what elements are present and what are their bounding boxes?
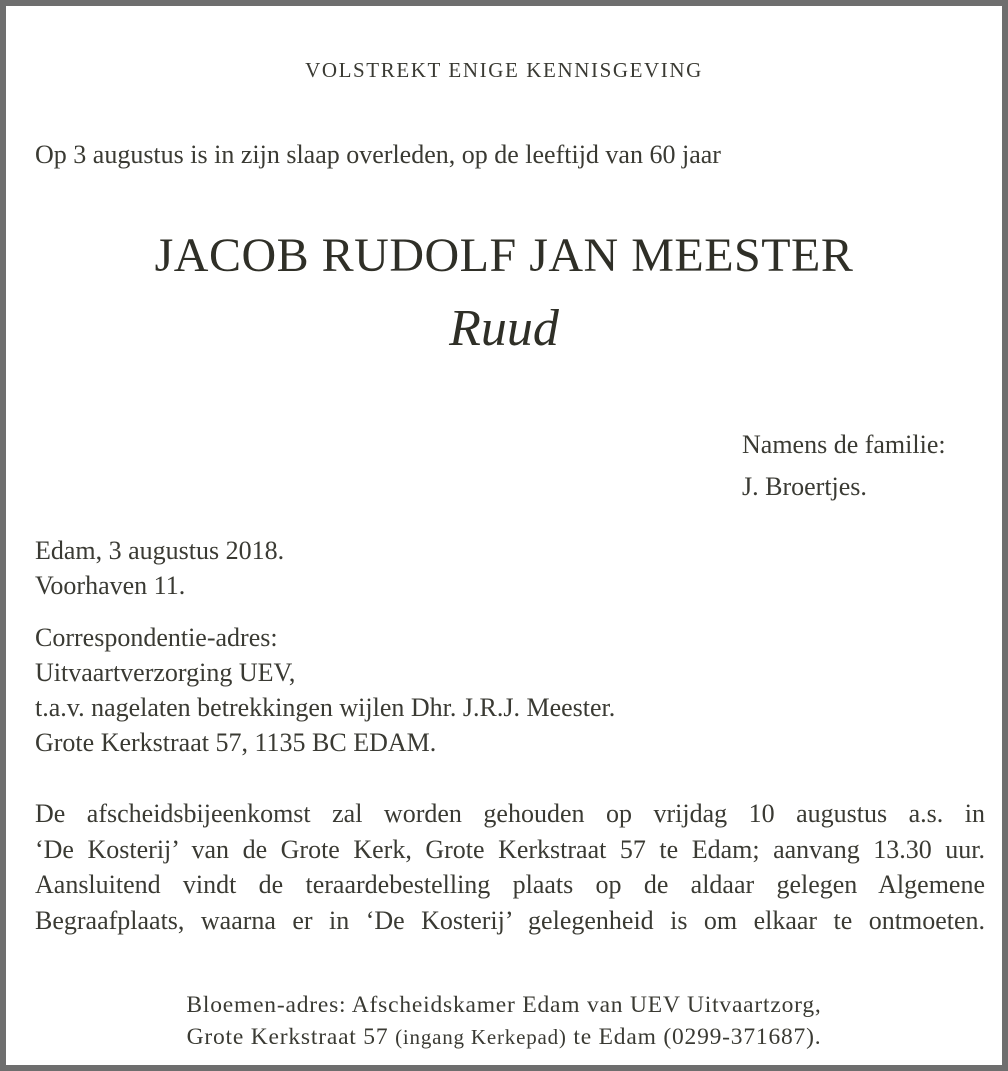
deceased-nickname: Ruud xyxy=(449,300,559,357)
family-signer: J. Broertjes. xyxy=(742,472,867,501)
family-signature xyxy=(742,424,946,508)
service-line: Begraafplaats, waarna er in ‘De Kosterij’ gelegenheid is om elkaar te ontmoeten. xyxy=(35,905,985,935)
flowers-town: te Edam xyxy=(573,1024,657,1050)
correspondence-block xyxy=(35,620,615,760)
address-line: Voorhaven 11. xyxy=(35,571,186,600)
correspondence-line: Grote Kerkstraat 57, 1135 BC EDAM. xyxy=(35,728,437,757)
flowers-address xyxy=(6,989,1002,1053)
correspondence-label: Correspondentie-adres: xyxy=(35,623,278,652)
service-line: Aansluitend vindt de teraardebestelling plaats op de aldaar gelegen Algemene xyxy=(35,870,985,899)
correspondence-line: Uitvaartverzorging UEV, xyxy=(35,658,296,687)
notice-heading: VOLSTREKT ENIGE KENNISGEVING xyxy=(305,58,703,82)
service-line: De afscheidsbijeenkomst zal worden gehouden op vrijdag 10 augustus a.s. in xyxy=(35,799,985,828)
family-label: Namens de familie: xyxy=(742,430,946,459)
service-paragraph xyxy=(35,796,985,938)
intro-text: Op 3 augustus is in zijn slaap overleden, op de leeftijd van 60 jaar xyxy=(35,140,721,169)
flowers-line: Bloemen-adres: Afscheidskamer Edam van UEV Uitvaartzorg, xyxy=(186,992,822,1018)
flowers-phone: (0299-371687). xyxy=(663,1024,822,1050)
service-line: ‘De Kosterij’ van de Grote Kerk, Grote Kerkstraat 57 te Edam; aanvang 13.30 uur. xyxy=(35,834,985,864)
place-date-line: Edam, 3 augustus 2018. xyxy=(35,536,285,565)
deceased-name: JACOB RUDOLF JAN MEESTER xyxy=(154,229,854,282)
flowers-street: Grote Kerkstraat 57 xyxy=(186,1024,389,1050)
flowers-line-2 xyxy=(6,1021,1002,1053)
flowers-entrance: (ingang Kerkepad) xyxy=(395,1025,567,1049)
correspondence-line: t.a.v. nagelaten betrekkingen wijlen Dhr. J.R.J. Meester. xyxy=(35,693,616,722)
place-date-block xyxy=(35,533,284,603)
